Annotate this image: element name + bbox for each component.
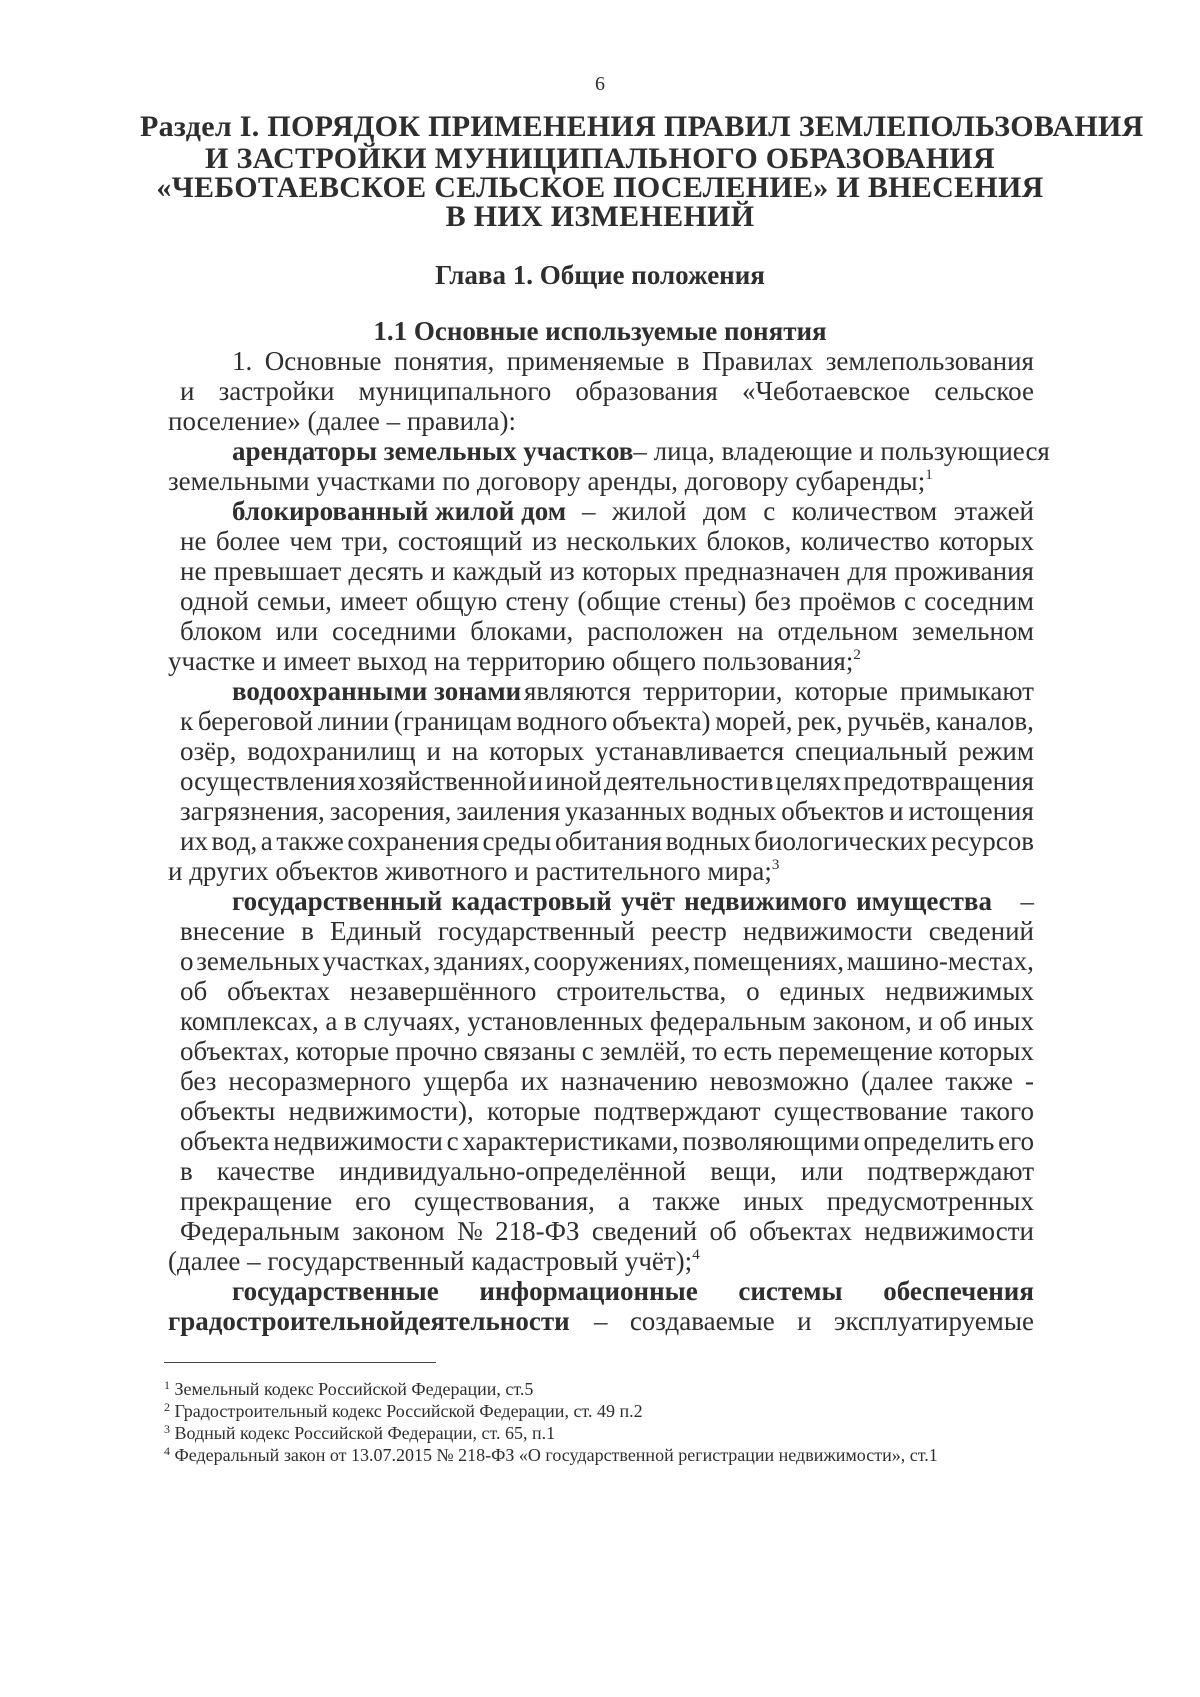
word: и [797, 1306, 812, 1336]
word: отдельном [777, 616, 899, 646]
word: береговой [197, 706, 314, 736]
word: этажей [953, 496, 1034, 526]
term-line-vodookhrannye [232, 678, 1034, 705]
footnote-1: $^1$ Земельный кодекс Российской Федерации, ст.5 [164, 1378, 534, 1399]
word: имеет [340, 586, 408, 616]
word: недвижимости [864, 1216, 1034, 1246]
term-blokirovanny: блокированный жилой дом [232, 496, 567, 526]
word: случаях, [363, 1006, 461, 1036]
word: прекращение [180, 1186, 333, 1216]
word: о [180, 946, 194, 976]
word: количеством [791, 496, 938, 526]
section-heading-line-2: И ЗАСТРОЙКИ МУНИЦИПАЛЬНОГО ОБРАЗОВАНИЯ [205, 142, 995, 175]
word: иной [545, 766, 602, 796]
word: блоками, [470, 616, 574, 646]
term-line-gisogd-2 [168, 1308, 1034, 1335]
word: несоразмерного [228, 1066, 412, 1096]
word: территории, [643, 676, 783, 706]
word: объектах [227, 976, 330, 1006]
word: муниципального [358, 376, 552, 406]
word: его [998, 1126, 1034, 1156]
word: понятия, [394, 346, 495, 376]
footnote-ref-3: 3 [771, 857, 780, 873]
text-line-15 [180, 768, 1034, 795]
section-heading-line-3: «ЧЕБОТАЕВСКОЕ СЕЛЬСКОЕ ПОСЕЛЕНИЕ» И ВНЕСЕНИЯ [156, 171, 1044, 204]
word: предотвращения [843, 766, 1034, 796]
word: его [355, 1186, 392, 1216]
word: государственный [232, 886, 443, 916]
word: градостроительной [168, 1306, 405, 1336]
text-line-5: земельными участками по договору аренды, договору субаренды;$^1$ [168, 466, 933, 496]
word: машино-местах, [846, 946, 1034, 976]
word: блоком [180, 616, 262, 646]
word: деятельности [603, 766, 759, 796]
word: об [709, 1216, 737, 1246]
word: десять [348, 556, 424, 586]
term-line-blokirovanny [232, 498, 1034, 525]
word: объекты [180, 1096, 276, 1126]
word: иных [743, 1186, 804, 1216]
word: без [754, 586, 791, 616]
footnote-ref-1: 1 [925, 467, 933, 483]
word: обеспечения [883, 1276, 1034, 1306]
word: сведений [591, 1216, 698, 1246]
word: связаны [483, 1036, 576, 1066]
word: помещениях, [693, 946, 845, 976]
word: об [180, 976, 208, 1006]
word: без [180, 1066, 217, 1096]
word: - [1024, 1066, 1034, 1096]
text-line-16 [180, 798, 1034, 825]
term-kadastrovy [232, 888, 992, 915]
word: не [180, 556, 207, 586]
word: чем [289, 526, 333, 556]
word: линии [317, 706, 390, 736]
word: которых [489, 736, 585, 766]
word: и [889, 796, 904, 826]
chapter-title: Глава 1. Общие положения [435, 260, 765, 290]
word: характеристиками, [462, 1126, 679, 1156]
word: указанных [565, 796, 687, 826]
word: являются [524, 676, 632, 706]
text-line-13 [180, 708, 1034, 735]
word: создаваемые [629, 1306, 775, 1336]
footnote-3: $^3$ Водный кодекс Российской Федерации, ст. 65, п.1 [164, 1422, 556, 1443]
word: а [617, 1186, 630, 1216]
word: в [180, 1156, 193, 1186]
word: с [904, 586, 916, 616]
word: общую [415, 586, 498, 616]
word: – [594, 1306, 608, 1336]
word: 1. [232, 346, 253, 376]
word: не [180, 526, 207, 556]
word: также [945, 1066, 1013, 1096]
word: из [531, 526, 557, 556]
word: истощения [908, 796, 1034, 826]
word: с [446, 1126, 459, 1156]
word: об [939, 1006, 967, 1036]
word: законом [352, 1216, 445, 1246]
word: с [581, 1036, 594, 1066]
word: каналов, [936, 706, 1034, 736]
word: водохранилищ [247, 736, 416, 766]
word: недвижимых [885, 976, 1034, 1006]
word: и [180, 376, 195, 406]
word: реестр [651, 916, 727, 946]
footnote-ref-2: 2 [853, 647, 861, 663]
word: и [426, 736, 441, 766]
word: сооружениях, [533, 946, 691, 976]
section-heading-line-4: В НИХ ИЗМЕНЕНИЙ [445, 200, 755, 233]
text-line-29 [180, 1188, 1034, 1215]
word: режим [958, 736, 1034, 766]
word: Федеральным [180, 1216, 340, 1246]
word: или [800, 1156, 844, 1186]
word: объектах, [180, 1036, 290, 1066]
word: и [430, 556, 446, 586]
term-line-kadastrovy: государственный кадастровый учёт недвижимого имущества – [232, 886, 1034, 916]
word: объектов [781, 796, 885, 826]
word: ресурсов [930, 826, 1034, 856]
word: государственные [232, 1276, 439, 1306]
word: недвижимости [273, 1126, 443, 1156]
word: их [180, 826, 208, 856]
word: водных [691, 796, 777, 826]
word: земельном [911, 616, 1034, 646]
word: землёй, [599, 1036, 687, 1066]
word: одной [180, 586, 249, 616]
word: определить [863, 1126, 995, 1156]
word: деятельности [404, 1306, 570, 1336]
word: в [301, 916, 314, 946]
text-line-18: и других объектов животного и растительного мира;$^3$ [168, 856, 780, 886]
word: существования, [414, 1186, 595, 1216]
word: загрязнения, [180, 796, 325, 826]
word: иных [973, 1006, 1034, 1036]
word: которые [295, 1036, 390, 1066]
word: установленных [467, 1006, 644, 1036]
word: подтверждают [867, 1156, 1034, 1186]
word: расположен [587, 616, 724, 646]
text-line-22 [180, 978, 1034, 1005]
text-line-26 [180, 1098, 1034, 1125]
word: специальный [795, 736, 948, 766]
footnote-ref-4: 4 [692, 1247, 700, 1263]
word: или [275, 616, 319, 646]
word: (границам [393, 706, 512, 736]
word: назначению [560, 1066, 698, 1096]
word: такого [960, 1096, 1034, 1126]
word: системы [738, 1276, 843, 1306]
word: Основные [264, 346, 382, 376]
word: – [582, 496, 596, 526]
word: стены) [668, 586, 747, 616]
word: «Чеботаевское [742, 376, 911, 406]
word: нескольких [566, 526, 698, 556]
word: проёмов [799, 586, 896, 616]
word: среды [482, 826, 552, 856]
word: с [763, 496, 776, 526]
word: незавершённого [349, 976, 537, 1006]
footnote-4: $^4$ Федеральный закон от 13.07.2015 № 218-ФЗ «О государственной регистрации недвижимости», ст.1 [164, 1444, 938, 1465]
section-heading-line-1: Раздел I. ПОРЯДОК ПРИМЕНЕНИЯ ПРАВИЛ ЗЕМЛЕПОЛЬЗОВАНИЯ [140, 110, 1144, 143]
word: биологических [754, 826, 928, 856]
word: обитания [554, 826, 663, 856]
text-line-21 [180, 948, 1034, 975]
word: которые [794, 676, 888, 706]
word: водного [516, 706, 608, 736]
word: законом, [812, 1006, 912, 1036]
word: сохранения [347, 826, 479, 856]
text-line-10 [180, 618, 1034, 645]
word: Единый [330, 916, 422, 946]
text-line-11: участке и имеет выход на территорию общего пользования;$^2$ [168, 646, 861, 676]
word: недвижимого [684, 886, 847, 916]
word: сельское [934, 376, 1034, 406]
word: засорения, [329, 796, 452, 826]
word: ущерба [423, 1066, 509, 1096]
word: из [549, 556, 575, 586]
term-vodookhrannye: водоохранными зонами [232, 676, 522, 706]
word: также [652, 1186, 721, 1216]
word: примыкают [900, 676, 1034, 706]
text-line-31: (далее – государственный кадастровый учёт);$^4$ [168, 1246, 700, 1276]
word: их [520, 1066, 549, 1096]
term-arendatory: арендаторы земельных участков [232, 436, 634, 466]
text-line-8 [180, 558, 1034, 585]
word: осуществления [180, 766, 356, 796]
word: устанавливается [594, 736, 785, 766]
word: объектах [749, 1216, 852, 1246]
footnote-2: $^2$ Градостроительный кодекс Российской Федерации, ст. 49 п.2 [164, 1400, 643, 1421]
word: сведений [928, 916, 1034, 946]
word: подтверждают [593, 1096, 761, 1126]
word: которые [487, 1096, 581, 1126]
word: объекта) [612, 706, 711, 736]
word: и [918, 1006, 933, 1036]
word: землепользования [825, 346, 1034, 376]
text-line-14 [180, 738, 1034, 765]
word: Правилах [702, 346, 814, 376]
word: имущества [856, 886, 992, 916]
word: ручьёв, [847, 706, 932, 736]
text-line-7 [180, 528, 1034, 555]
word: и [528, 766, 543, 796]
word: морей, [715, 706, 793, 736]
word: существование [773, 1096, 948, 1126]
word: в [676, 346, 690, 376]
word: о [746, 976, 760, 1006]
word: кадастровый [451, 886, 612, 916]
word: зданиях, [433, 946, 531, 976]
word: образования [575, 376, 718, 406]
word: водных [665, 826, 751, 856]
word: перемещение [778, 1036, 933, 1066]
word: информационные [479, 1276, 698, 1306]
word: количество [800, 526, 930, 556]
word: соседними [332, 616, 457, 646]
word: внесение [180, 916, 286, 946]
word: вод, [211, 826, 258, 856]
word: семьи, [257, 586, 332, 616]
word: невозможно [709, 1066, 850, 1096]
footnote-separator [164, 1362, 436, 1363]
word: которых [581, 556, 677, 586]
word: недвижимости), [288, 1096, 474, 1126]
word: строительства, [556, 976, 727, 1006]
word: проживания [894, 556, 1034, 586]
word: три, [341, 526, 389, 556]
word: превышает [213, 556, 342, 586]
word: состоящий [397, 526, 523, 556]
word: а [260, 826, 273, 856]
word: участках, [322, 946, 431, 976]
word: рек, [797, 706, 843, 736]
text-line-3: поселение» (далее – правила): [168, 406, 516, 436]
word: 218-ФЗ [495, 1216, 580, 1246]
text-line-17 [180, 828, 1034, 855]
term-gisogd [168, 1306, 570, 1336]
word: позволяющими [682, 1126, 860, 1156]
word: на [737, 616, 764, 646]
word: также [276, 826, 344, 856]
word: в [760, 766, 774, 796]
word: в [344, 1006, 357, 1036]
word: которых [938, 526, 1034, 556]
word: учёт [621, 886, 676, 916]
page-number: 6 [595, 73, 605, 95]
term-line-gisogd-1 [232, 1278, 1034, 1305]
text-line-20 [180, 918, 1034, 945]
text-line-28 [180, 1158, 1034, 1185]
word: применяемые [506, 346, 665, 376]
word: комплексах, [180, 1006, 319, 1036]
word: вещи, [710, 1156, 777, 1186]
word: хозяйственной [357, 766, 527, 796]
word: объекта [180, 1126, 270, 1156]
word: озёр, [180, 736, 237, 766]
word: качестве [216, 1156, 315, 1186]
word: единых [779, 976, 866, 1006]
word: государственный [437, 916, 635, 946]
word: а [325, 1006, 338, 1036]
word: застройки [218, 376, 335, 406]
word: более [215, 526, 281, 556]
text-line-24 [180, 1038, 1034, 1065]
word: каждый [452, 556, 543, 586]
word: дом [702, 496, 747, 526]
text-line-9 [180, 588, 1034, 615]
text-line-25 [180, 1068, 1034, 1095]
word: индивидуально-определённой [339, 1156, 687, 1186]
word: к [180, 706, 194, 736]
text-line-1 [232, 348, 1034, 375]
word: предназначен [684, 556, 841, 586]
word: эксплуатируемые [833, 1306, 1034, 1336]
word: (далее [861, 1066, 934, 1096]
word: для [847, 556, 888, 586]
text-line-30 [180, 1218, 1034, 1245]
word: земельных [196, 946, 320, 976]
word: жилой [611, 496, 687, 526]
word: стену [505, 586, 570, 616]
word: есть [723, 1036, 773, 1066]
word: недвижимости [742, 916, 913, 946]
word: на [451, 736, 479, 766]
word: прочно [395, 1036, 478, 1066]
word: предусмотренных [826, 1186, 1034, 1216]
term-line-arendatory: арендаторы земельных участков – лица, владеющие и пользующиеся [232, 436, 1050, 466]
word: № [457, 1216, 483, 1246]
word: заиления [456, 796, 561, 826]
text-line-27 [180, 1128, 1034, 1155]
word: целях [775, 766, 842, 796]
text-line-23 [180, 1008, 1034, 1035]
text-line-2 [180, 378, 1034, 405]
subsection-title: 1.1 Основные используемые понятия [373, 316, 827, 346]
word: которых [938, 1036, 1034, 1066]
word: блоков, [706, 526, 792, 556]
word: соседним [924, 586, 1034, 616]
word: то [692, 1036, 718, 1066]
word: федеральным [649, 1006, 806, 1036]
word: (общие [577, 586, 661, 616]
